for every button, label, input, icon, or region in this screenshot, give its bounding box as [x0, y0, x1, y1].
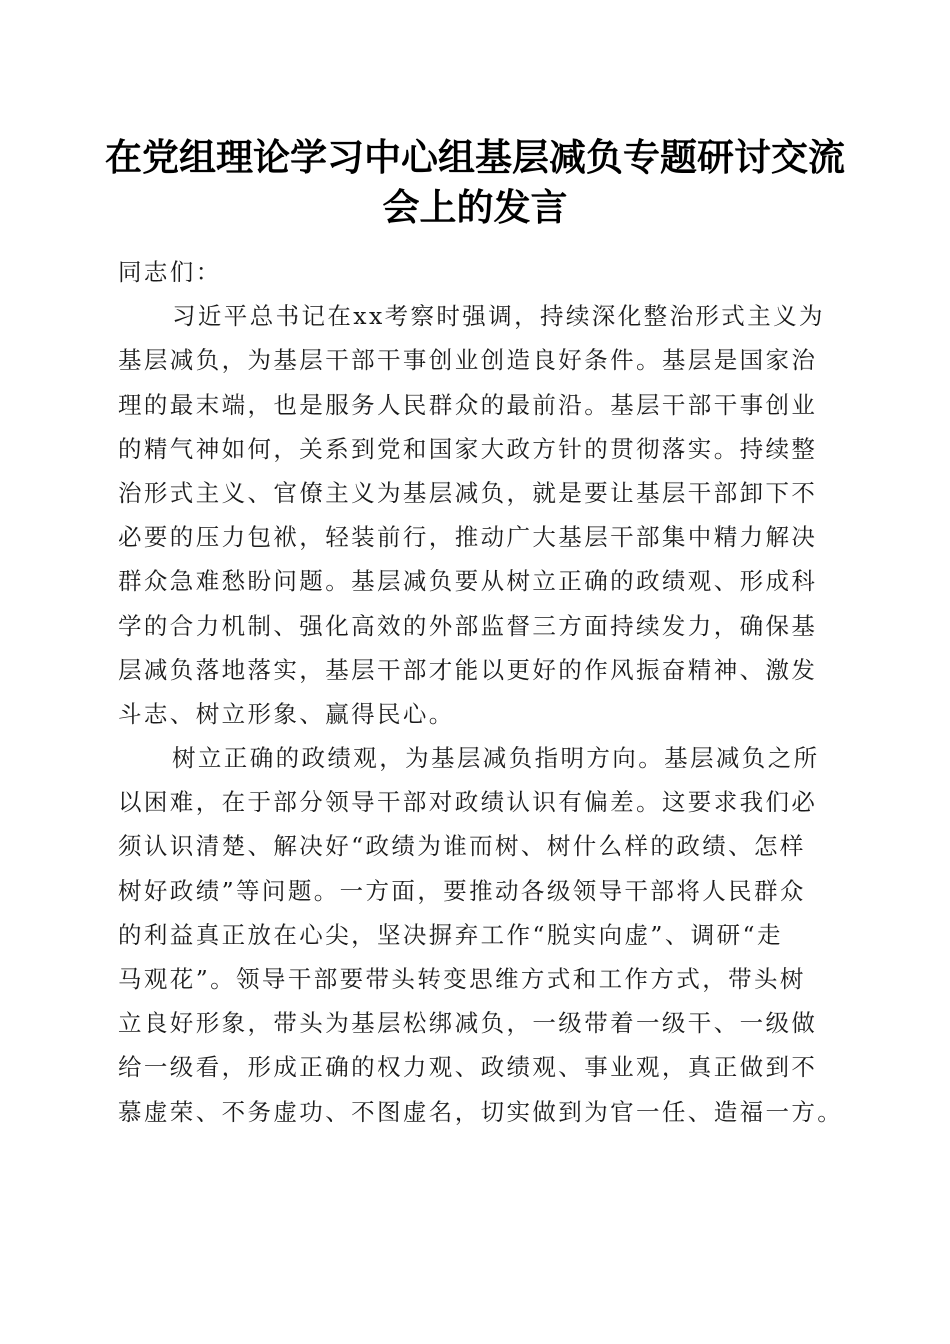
paragraph-line: 给一级看，形成正确的权力观、政绩观、事业观，真正做到不: [118, 1053, 818, 1082]
paragraph-line: 须认识清楚、解决好“政绩为谁而树、树什么样的政绩、怎样: [118, 832, 806, 861]
paragraph-line: 习近平总书记在xx考察时强调，持续深化整治形式主义为: [172, 302, 825, 331]
paragraph-line: 以困难，在于部分领导干部对政绩认识有偏差。这要求我们必: [118, 788, 818, 817]
paragraph-line: 树立正确的政绩观，为基层减负指明方向。基层减负之所: [172, 744, 820, 773]
paragraph-line: 的精气神如何，关系到党和国家大政方针的贯彻落实。持续整: [118, 434, 818, 463]
document-body: [118, 250, 844, 1134]
paragraph-line: 慕虚荣、不务虚功、不图虚名，切实做到为官一任、造福一方。: [118, 1097, 844, 1126]
document-title: [100, 132, 850, 232]
paragraph-line: 马观花”。领导干部要带头转变思维方式和工作方式，带头树: [118, 965, 806, 993]
paragraph-line: 治形式主义、官僚主义为基层减负，就是要让基层干部卸下不: [118, 478, 818, 507]
title-line-1: 在党组理论学习中心组基层减负专题研讨交流: [105, 135, 845, 179]
paragraph-line: 树好政绩”等问题。一方面，要推动各级领导干部将人民群众: [118, 876, 806, 905]
salutation: 同志们：: [118, 258, 222, 286]
paragraph-line: 基层减负，为基层干部干事创业创造良好条件。基层是国家治: [118, 346, 818, 375]
paragraph-line: 理的最末端，也是服务人民群众的最前沿。基层干部干事创业: [118, 390, 818, 419]
paragraph-line: 立良好形象，带头为基层松绑减负，一级带着一级干、一级做: [118, 1009, 818, 1038]
paragraph-1: [118, 294, 838, 736]
title-line-2: 会上的发言: [382, 185, 568, 229]
paragraph-line: 的利益真正放在心尖，坚决摒弃工作“脱实向虚”、调研“走: [118, 920, 783, 949]
paragraph-line: 群众急难愁盼问题。基层减负要从树立正确的政绩观、形成科: [118, 567, 818, 596]
paragraph-line: 层减负落地落实，基层干部才能以更好的作风振奋精神、激发: [118, 655, 818, 684]
paragraph-line: 必要的压力包袱，轻装前行，推动广大基层干部集中精力解决: [118, 523, 818, 552]
paragraph-line: 斗志、树立形象、赢得民心。: [118, 699, 455, 728]
paragraph-line: 学的合力机制、强化高效的外部监督三方面持续发力，确保基: [118, 611, 818, 640]
paragraph-2: [118, 736, 844, 1134]
